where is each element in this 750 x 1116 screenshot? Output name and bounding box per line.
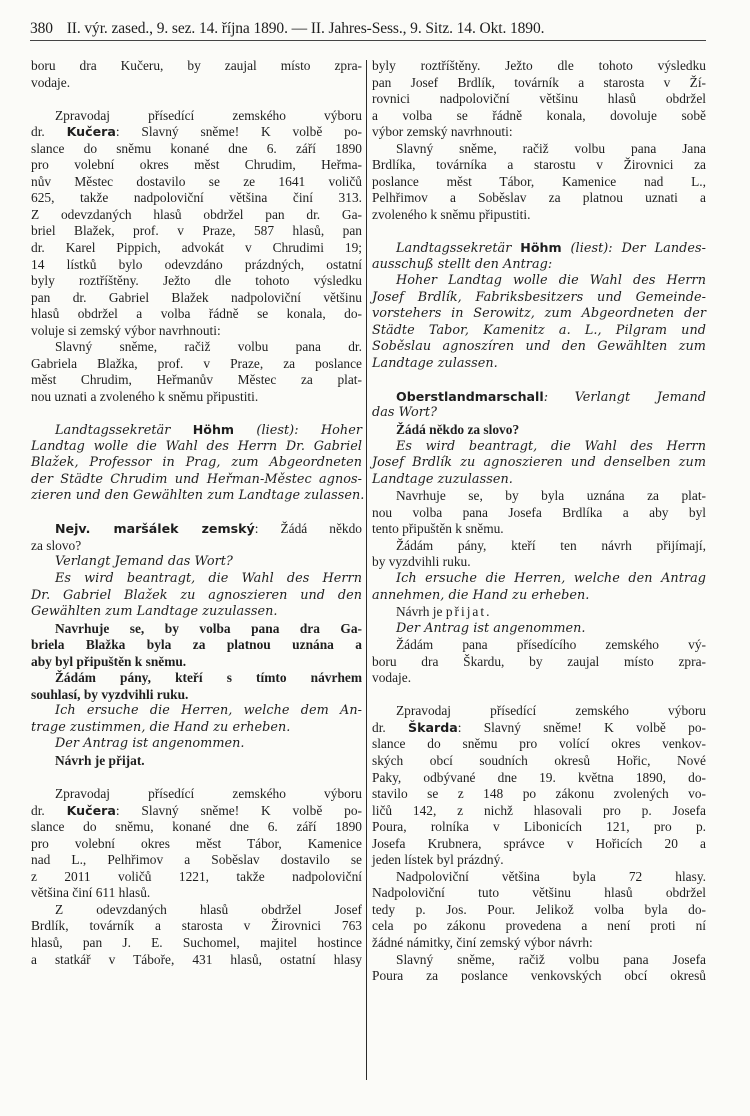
text-line: Zpravodaj přísedící zemského výboru (396, 703, 706, 719)
text-line: slance do sněmu pro volící okres venkov- (372, 736, 706, 752)
text-line: pro volební okres měst Chrudim, Heřma- (31, 157, 362, 173)
text-line: trage zustimmen, die Hand zu erheben. (31, 719, 291, 735)
text-line: by vyzdvihli ruku. (372, 554, 471, 570)
text-line: ausschuß stellt den Antrag: (372, 256, 553, 272)
text-line: aby byl připuštěn k sněmu. (31, 653, 187, 669)
speaker-name: Nejv. maršálek zemský (55, 521, 255, 537)
text-line (31, 803, 362, 820)
text-line: 14 lístků bylo odevzdáno prázdných, ostatní (31, 256, 362, 272)
text-line: zvoleného k sněmu připustiti. (372, 206, 531, 222)
column-divider (366, 60, 367, 1080)
text-line: Paky, odbývané dne 19. května 1890, do- (372, 769, 706, 785)
text-line: Žádám pány, kteří s tímto návrhem (55, 670, 362, 686)
text-line: Der Antrag ist angenommen. (55, 736, 245, 752)
text-line: vorstehers in Serowitz, zum Abgeordneten der (372, 306, 706, 322)
text-line: výbor zemský navrhnouti: (372, 124, 513, 140)
text-line: Landtage zuzulassen. (372, 471, 513, 487)
text-line: Landtag wolle die Wahl des Herrn Dr. Gabriel (31, 438, 362, 454)
text-line: Gabriela Blažka, prof. v Praze, za poslance (31, 355, 362, 371)
speaker-name: Oberstlandmarschall (396, 388, 544, 404)
text-line: Slavný sněme, račiž volbu pana dr. (55, 339, 362, 355)
text-line: Zpravodaj přísedící zemského výboru (55, 786, 362, 802)
text-line: boru dra Kučeru, by zaujal místo zpra- (31, 58, 362, 73)
speaker-name: Kučera (66, 124, 116, 140)
text-line: Žádá někdo za slovo? (396, 422, 520, 438)
text-line: nou uznati a zvoleného k sněmu připustiti. (31, 388, 259, 404)
text-line: Der Antrag ist angenommen. (396, 620, 586, 636)
text-line: dr. Karel Pippich, advokát v Chrudimi 19; (31, 240, 362, 256)
text-run: Zpravodaj přísedící zemského výboru (55, 107, 362, 123)
text-line: vodaje. (372, 670, 412, 686)
header-title-german: II. Jahres-Sess., 9. Sitz. 14. Okt. 1890. (310, 20, 545, 37)
text-line: Ich ersuche die Herren, welche den Antrag (396, 570, 706, 586)
text-line: briel Blažek, prof. v Praze, 587 hlasů, pan (31, 223, 362, 239)
text-run: (liest): Der Landes- (561, 241, 706, 257)
text-line: Landtage zulassen. (372, 355, 498, 371)
text-run: : Verlangt Jemand (543, 389, 706, 405)
text-line: ličů 142, z nichž hlasovali pro p. Josefa (372, 802, 706, 818)
text-line: Žádám pana přísedícího zemského vý- (396, 637, 706, 653)
text-line (31, 422, 362, 439)
text-line: nad L., Pelhřimov a Soběslav dostavilo se (31, 852, 362, 868)
text-line: der Städte Chrudim und Heřman-Městec agnos- (31, 471, 362, 487)
text-run: : Slavný sněme! K volbě po- (457, 719, 706, 735)
text-line: Žádám pány, kteří ten návrh přijímají, (396, 537, 706, 553)
text-line: rovnici nadpoloviční většinu hlasů obdržel (372, 91, 706, 107)
text-line: das Wort? (372, 405, 438, 421)
text-line: souhlasí, by vyzdvihli ruku. (31, 686, 189, 702)
text-line (31, 124, 362, 141)
text-line: pan dr. Gabriel Blažek nadpoloviční většinu (31, 289, 362, 305)
text-line: hlasů, pan J. E. Suchomel, majitel hostince (31, 934, 362, 950)
text-run: : Žádá někdo (254, 521, 362, 537)
text-line: Josef Brdlík, Fabriksbesitzers und Gemeinde- (372, 289, 706, 305)
text-line: většina činí 611 hlasů. (31, 885, 151, 901)
text-line: poslance měst Tábor, Kamenice nad L., (372, 173, 706, 189)
text-line: Dr. Gabriel Blažek zu agnoszieren und den (31, 587, 362, 603)
text-line: ských obcí soudních okresů Hořic, Nové (372, 752, 706, 768)
text-line: Navrhuje se, by byla uznána za plat- (396, 488, 706, 504)
text-line: Städte Tabor, Kamenitz a. L., Pilgram und (372, 322, 706, 338)
text-line: Nadpoloviční tuto většinu hlasů obdržel (372, 885, 706, 901)
text-line: Z odevzdaných hlasů obdržel Josef (55, 901, 362, 917)
text-run: . (486, 604, 490, 620)
text-line: Návrh je přijat. (55, 752, 145, 768)
text-line: a statkář v Táboře, 431 hlasů, ostatní hlasy (31, 951, 362, 967)
speaker-name: Kučera (66, 802, 116, 818)
text-run: : Slavný sněme! K volbě po- (115, 802, 362, 818)
text-line: Nadpoloviční většina byla 72 hlasy. (396, 868, 706, 884)
text-line: 625, takže nadpoloviční většina činí 313. (31, 190, 362, 206)
text-line: vodaje. (31, 74, 71, 90)
text-line: byly roztříštěny. Ježto dle tohoto výsledku (372, 58, 706, 73)
text-line: a volba se řádně konala, dovoluje sobě (372, 107, 706, 123)
right-column (372, 58, 706, 985)
text-line: Es wird beantragt, die Wahl des Herrn (55, 570, 362, 586)
text-line: Ich ersuche die Herren, welche dem An- (55, 703, 362, 719)
speaker-name: Höhm (192, 422, 235, 438)
text-line: z 2011 voličů 1221, takže nadpoloviční (31, 868, 362, 884)
text-line: Gewählten zum Landtage zuzulassen. (31, 604, 278, 620)
running-header (30, 20, 695, 40)
text-line: Navrhuje se, by volba pana dra Ga- (55, 620, 362, 636)
text-line: Josef Brdlík zu agnoszieren und denselben zum (372, 455, 706, 471)
text-line: měst Chrudim, Heřmanův Městec za plat- (31, 372, 362, 388)
text-run: dr. (31, 802, 67, 818)
page-number: 380 (30, 20, 53, 37)
header-rule (30, 40, 706, 41)
text-line: nou volba pana Josefa Brdlíka a aby byl (372, 504, 706, 520)
text-run: Návrh je (396, 604, 446, 620)
text-line: pan Josef Brdlík, továrník a starosta v Ží- (372, 74, 706, 90)
text-line: Z odevzdaných hlasů obdržel pan dr. Ga- (31, 206, 362, 222)
text-line: annehmen, die Hand zu erheben. (372, 587, 590, 603)
header-separator: — (291, 20, 308, 37)
text-line: Josefa Krubnera, správce v Hořicích 20 a (372, 835, 706, 851)
text-line: Slavný sněme, račiž volbu pana Jana (396, 140, 706, 156)
text-line (372, 389, 706, 406)
text-line: Poura za poslance venkovských obcí okresů (372, 968, 706, 984)
text-line: pro volební okres měst Tábor, Kamenice (31, 835, 362, 851)
text-line: nův Městec dostavilo se ze 1641 voličů (31, 173, 362, 189)
text-line: za slovo? (31, 537, 82, 553)
text-line: Poura, rolníka v Libonicích 121, pro p. (372, 819, 706, 835)
text-line (372, 720, 706, 737)
text-run: dr. (372, 719, 409, 735)
text-line: tento připuštěn k sněmu. (372, 521, 504, 537)
text-line (372, 604, 706, 621)
speaker-name: Škarda (408, 719, 458, 735)
text-line: Slavný sněme, račiž volbu pana Josefa (396, 951, 706, 967)
text-line: voluje si zemský výbor navrhnouti: (31, 322, 221, 338)
text-line: briela Blažka byla za platnou uznána a (31, 637, 362, 653)
text-line: slance do sněmu konané dne 6. září 1890 (31, 140, 362, 156)
speaker-name: Höhm (520, 240, 562, 256)
text-line (31, 521, 362, 538)
text-line: hlasů obdržel a volba řádně se konala, do- (31, 306, 362, 322)
text-line: Soběslau agnoszíren und den Gewählten zum (372, 339, 706, 355)
text-run: dr. (31, 124, 67, 140)
text-line: Brdlíka, továrníka a starostu v Žirovnici za (372, 157, 706, 173)
text-line: cela po zákonu provedena a není proti ní (372, 918, 706, 934)
text-line: Brdlík, továrník a starosta v Žirovnici 763 (31, 918, 362, 934)
text-line: Verlangt Jemand das Wort? (55, 554, 233, 570)
text-run: Landtagssekretär (396, 241, 521, 257)
text-line: Blažek, Professor in Prag, zum Abgeordneten (31, 455, 362, 471)
text-line: byly roztříštěny. Ježto dle tohoto výsledku (31, 273, 362, 289)
text-run: : Slavný sněme! K volbě po- (115, 124, 362, 140)
text-run: přijat (445, 604, 487, 620)
text-line (31, 108, 362, 125)
text-line (372, 240, 706, 257)
text-line: slance do sněmu, konané dne 6. září 1890 (31, 819, 362, 835)
text-line: Hoher Landtag wolle die Wahl des Herrn (396, 273, 706, 289)
text-line: žádné námitky, činí zemský výbor návrh: (372, 934, 593, 950)
text-line: boru dra Škardu, by zaujal místo zpra- (372, 653, 706, 669)
text-line: jeden lístek byl prázdný. (372, 852, 504, 868)
left-column (31, 58, 365, 968)
text-run: (liest): Hoher (234, 423, 362, 439)
text-line: stavilo se z 148 po zákonu zvolených vo- (372, 786, 706, 802)
header-title-czech: II. výr. zased., 9. sez. 14. října 1890. (66, 20, 288, 37)
text-line: Es wird beantragt, die Wahl des Herrn (396, 438, 706, 454)
text-line: Pelhřimov a Soběslav za platnou uznati a (372, 190, 706, 206)
text-line: tedy p. Jos. Pour. Jelikož volba byla do- (372, 901, 706, 917)
text-run: Landtagssekretär (55, 423, 193, 439)
text-line: zieren und den Gewählten zum Landtage zulassen. (31, 488, 365, 504)
